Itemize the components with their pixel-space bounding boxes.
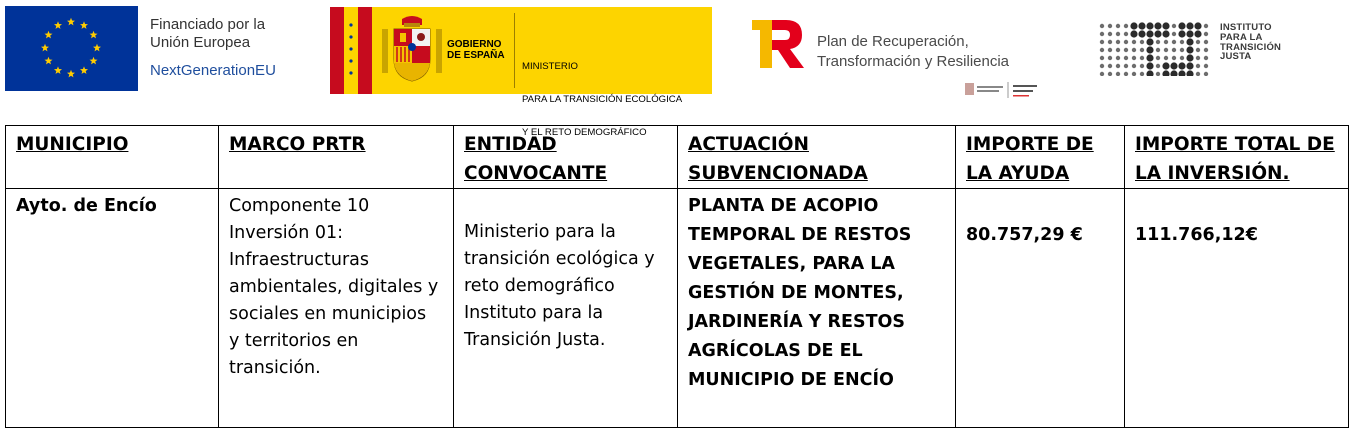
eu-star-icon bbox=[80, 21, 88, 29]
cell-total bbox=[1125, 189, 1349, 428]
divider bbox=[514, 13, 515, 88]
itj-dot-icon bbox=[1146, 22, 1153, 29]
itj-dot-icon bbox=[1194, 22, 1201, 29]
itj-dot-icon bbox=[1154, 30, 1161, 37]
table-row bbox=[6, 189, 1349, 428]
eu-star-icon bbox=[67, 18, 75, 26]
itj-dot-icon bbox=[1204, 24, 1208, 28]
itj-dot-icon bbox=[1180, 40, 1184, 44]
itj-dot-icon bbox=[1204, 40, 1208, 44]
header-total-line-1: IMPORTE TOTAL DE bbox=[1135, 134, 1335, 155]
header-importe-line-1: IMPORTE DE bbox=[966, 134, 1094, 155]
itj-dot-icon bbox=[1132, 72, 1136, 76]
actuacion-line: TEMPORAL DE RESTOS bbox=[688, 225, 912, 245]
header-actuacion-line-2: SUBVENCIONADA bbox=[688, 163, 868, 184]
itj-dot-icon bbox=[1146, 38, 1153, 45]
flag-stripe bbox=[330, 7, 344, 94]
itj-dot-icon bbox=[1170, 62, 1177, 69]
itj-dot-icon bbox=[1186, 38, 1193, 45]
itj-dot-icon bbox=[1140, 40, 1144, 44]
gobierno-logo bbox=[330, 7, 712, 138]
itj-dot-icon bbox=[1170, 70, 1177, 76]
itj-dot-icon bbox=[1196, 40, 1200, 44]
itj-dot-icon bbox=[1138, 22, 1145, 29]
actuacion-line: AGRÍCOLAS DE EL bbox=[688, 341, 863, 361]
itj-line-4: JUSTA bbox=[1220, 51, 1252, 63]
itj-line-3: TRANSICIÓN bbox=[1220, 41, 1282, 53]
eu-line-2: Unión Europea bbox=[150, 34, 251, 51]
itj-dot-icon bbox=[1108, 72, 1112, 76]
prtr-line-1: Plan de Recuperación, bbox=[817, 33, 969, 50]
itj-dot-icon bbox=[1172, 32, 1176, 36]
itj-dot-icon bbox=[1132, 48, 1136, 52]
importe-value: 80.757,29 € bbox=[966, 225, 1083, 245]
eu-star-icon bbox=[93, 44, 101, 52]
itj-dot-icon bbox=[1132, 64, 1136, 68]
gobierno-line-2: DE ESPAÑA bbox=[447, 50, 505, 61]
entidad-line: Transición Justa. bbox=[464, 330, 606, 350]
itj-dot-icon bbox=[1156, 48, 1160, 52]
cell-actuacion bbox=[678, 189, 956, 428]
eu-star-icon bbox=[67, 70, 75, 78]
entidad-line: Ministerio para la bbox=[464, 222, 616, 242]
itj-dot-icon bbox=[1108, 64, 1112, 68]
itj-dot-icon bbox=[1156, 64, 1160, 68]
itj-dot-icon bbox=[1172, 24, 1176, 28]
marco-line: Infraestructuras bbox=[229, 250, 369, 270]
itj-dot-icon bbox=[1146, 54, 1153, 61]
itj-dot-icon bbox=[1186, 62, 1193, 69]
itj-dot-icon bbox=[1132, 40, 1136, 44]
itj-logo-icon bbox=[1098, 22, 1210, 76]
prtr-logo-icon bbox=[750, 18, 805, 70]
itj-dot-icon bbox=[1162, 70, 1169, 76]
itj-dot-icon bbox=[1130, 30, 1137, 37]
logo-band bbox=[0, 0, 1358, 138]
flag-stripe bbox=[358, 7, 372, 94]
actuacion-line: VEGETALES, PARA LA bbox=[688, 254, 895, 274]
itj-dot-icon bbox=[1162, 30, 1169, 37]
itj-line-2: PARA LA bbox=[1220, 31, 1263, 43]
eu-star-icon bbox=[80, 66, 88, 74]
itj-dot-icon bbox=[1116, 72, 1120, 76]
municipio-value: Ayto. de Encío bbox=[16, 196, 157, 216]
header-marco-text: MARCO PRTR bbox=[229, 134, 366, 155]
itj-dot-icon bbox=[1204, 32, 1208, 36]
itj-dot-icon bbox=[1146, 30, 1153, 37]
itj-dot-icon bbox=[1172, 40, 1176, 44]
header-entidad-line-2: CONVOCANTE bbox=[464, 163, 608, 184]
itj-dot-icon bbox=[1178, 62, 1185, 69]
header-importe bbox=[956, 126, 1125, 189]
entidad-line: Instituto para la bbox=[464, 303, 604, 323]
marco-line: transición. bbox=[229, 358, 321, 378]
header-entidad-line-1: ENTIDAD bbox=[464, 134, 557, 155]
prtr-label bbox=[817, 32, 1009, 72]
total-value: 111.766,12€ bbox=[1135, 225, 1258, 245]
cell-municipio bbox=[6, 189, 219, 428]
itj-dot-icon bbox=[1164, 48, 1168, 52]
itj-dot-icon bbox=[1116, 64, 1120, 68]
itj-dot-icon bbox=[1186, 22, 1193, 29]
itj-dot-icon bbox=[1140, 48, 1144, 52]
actuacion-line: MUNICIPIO DE ENCÍO bbox=[688, 370, 894, 390]
itj-dot-icon bbox=[1186, 46, 1193, 53]
entidad-line: transición ecológica y bbox=[464, 249, 655, 269]
itj-dot-icon bbox=[1132, 56, 1136, 60]
gobierno-label bbox=[447, 39, 505, 61]
marco-line: sociales en municipios bbox=[229, 304, 427, 324]
itj-dot-icon bbox=[1124, 64, 1128, 68]
itj-dot-icon bbox=[1186, 70, 1193, 76]
header-total bbox=[1125, 126, 1349, 189]
eu-star-icon bbox=[41, 44, 49, 52]
itj-dot-icon bbox=[1100, 72, 1104, 76]
eu-star-icon bbox=[44, 57, 52, 65]
subsidy-table bbox=[5, 125, 1348, 392]
itj-dot-icon bbox=[1100, 48, 1104, 52]
itj-dot-icon bbox=[1100, 64, 1104, 68]
itj-dot-icon bbox=[1100, 56, 1104, 60]
itj-dot-icon bbox=[1194, 30, 1201, 37]
ministerio-line-2: PARA LA TRANSICIÓN ECOLÓGICA bbox=[522, 94, 683, 105]
eu-star-icon bbox=[90, 57, 98, 65]
itj-dot-icon bbox=[1178, 70, 1185, 76]
itj-dot-icon bbox=[1178, 30, 1185, 37]
itj-dot-icon bbox=[1100, 24, 1104, 28]
itj-dot-icon bbox=[1116, 48, 1120, 52]
itj-dot-icon bbox=[1124, 56, 1128, 60]
itj-dot-icon bbox=[1140, 72, 1144, 76]
eu-star-icon bbox=[90, 31, 98, 39]
itj-dot-icon bbox=[1108, 56, 1112, 60]
itj-dot-icon bbox=[1180, 48, 1184, 52]
itj-dot-icon bbox=[1172, 56, 1176, 60]
itj-dot-icon bbox=[1196, 72, 1200, 76]
header-total-line-2: LA INVERSIÓN. bbox=[1135, 163, 1290, 184]
itj-dot-icon bbox=[1180, 56, 1184, 60]
eu-line-3: NextGenerationEU bbox=[150, 62, 276, 79]
itj-dot-icon bbox=[1130, 22, 1137, 29]
table-header-row bbox=[6, 126, 1349, 189]
gobierno-mini-logo-icon bbox=[963, 80, 1041, 100]
itj-dot-icon bbox=[1172, 48, 1176, 52]
itj-dot-icon bbox=[1138, 30, 1145, 37]
marco-line: Componente 10 bbox=[229, 196, 370, 216]
itj-dot-icon bbox=[1116, 24, 1120, 28]
itj-dot-icon bbox=[1156, 40, 1160, 44]
eu-star-icon bbox=[54, 66, 62, 74]
itj-dot-icon bbox=[1162, 22, 1169, 29]
header-actuacion bbox=[678, 126, 956, 189]
itj-dot-icon bbox=[1204, 72, 1208, 76]
itj-dot-icon bbox=[1140, 56, 1144, 60]
ministerio-line-1: MINISTERIO bbox=[522, 61, 578, 72]
header-importe-line-2: LA AYUDA bbox=[966, 163, 1070, 184]
eu-star-icon bbox=[54, 21, 62, 29]
marco-line: ambientales, digitales y bbox=[229, 277, 439, 297]
actuacion-line: PLANTA DE ACOPIO bbox=[688, 196, 879, 216]
itj-line-1: INSTITUTO bbox=[1220, 22, 1272, 33]
itj-dot-icon bbox=[1156, 72, 1160, 76]
itj-dot-icon bbox=[1124, 24, 1128, 28]
eu-line-1: Financiado por la bbox=[150, 16, 266, 33]
header-entidad bbox=[454, 126, 678, 189]
cell-marco bbox=[219, 189, 454, 428]
itj-dot-icon bbox=[1124, 48, 1128, 52]
itj-dot-icon bbox=[1108, 48, 1112, 52]
marco-line: y territorios en bbox=[229, 331, 359, 351]
gobierno-line-1: GOBIERNO bbox=[447, 39, 502, 50]
itj-dot-icon bbox=[1124, 32, 1128, 36]
actuacion-line: JARDINERÍA Y RESTOS bbox=[688, 312, 906, 332]
itj-dot-icon bbox=[1116, 40, 1120, 44]
itj-dot-icon bbox=[1140, 64, 1144, 68]
entidad-line: reto demográfico bbox=[464, 276, 615, 296]
itj-dot-icon bbox=[1108, 40, 1112, 44]
header-municipio bbox=[6, 126, 219, 189]
itj-dot-icon bbox=[1156, 56, 1160, 60]
header-marco bbox=[219, 126, 454, 189]
itj-dot-icon bbox=[1204, 64, 1208, 68]
itj-dot-icon bbox=[1196, 56, 1200, 60]
itj-dot-icon bbox=[1108, 32, 1112, 36]
itj-dot-icon bbox=[1154, 22, 1161, 29]
itj-dot-icon bbox=[1162, 62, 1169, 69]
itj-dot-icon bbox=[1146, 46, 1153, 53]
cell-entidad bbox=[454, 189, 678, 428]
itj-dot-icon bbox=[1124, 72, 1128, 76]
itj-label bbox=[1220, 23, 1281, 62]
ministerio-line-3: Y EL RETO DEMOGRÁFICO bbox=[522, 127, 647, 138]
itj-dot-icon bbox=[1178, 22, 1185, 29]
itj-dot-icon bbox=[1164, 56, 1168, 60]
itj-dot-icon bbox=[1146, 70, 1153, 76]
coat-of-arms-icon bbox=[380, 15, 444, 85]
actuacion-line: GESTIÓN DE MONTES, bbox=[688, 283, 904, 303]
itj-dot-icon bbox=[1164, 40, 1168, 44]
itj-dot-icon bbox=[1204, 56, 1208, 60]
itj-dot-icon bbox=[1204, 48, 1208, 52]
itj-dot-icon bbox=[1146, 62, 1153, 69]
itj-dot-icon bbox=[1100, 40, 1104, 44]
cell-importe bbox=[956, 189, 1125, 428]
itj-dot-icon bbox=[1116, 56, 1120, 60]
eu-flag-icon bbox=[5, 6, 138, 91]
header-municipio-text: MUNICIPIO bbox=[16, 134, 129, 155]
marco-line: Inversión 01: bbox=[229, 223, 344, 243]
itj-dot-icon bbox=[1116, 32, 1120, 36]
itj-dot-icon bbox=[1196, 64, 1200, 68]
prtr-line-2: Transformación y Resiliencia bbox=[817, 53, 1010, 70]
eu-funding-label bbox=[150, 16, 276, 80]
itj-dot-icon bbox=[1186, 30, 1193, 37]
itj-dot-icon bbox=[1100, 32, 1104, 36]
itj-dot-icon bbox=[1124, 40, 1128, 44]
itj-dot-icon bbox=[1196, 48, 1200, 52]
itj-dot-icon bbox=[1108, 24, 1112, 28]
flag-stripe bbox=[344, 7, 358, 94]
eu-star-icon bbox=[44, 31, 52, 39]
itj-dot-icon bbox=[1186, 54, 1193, 61]
header-actuacion-line-1: ACTUACIÓN bbox=[688, 134, 809, 155]
